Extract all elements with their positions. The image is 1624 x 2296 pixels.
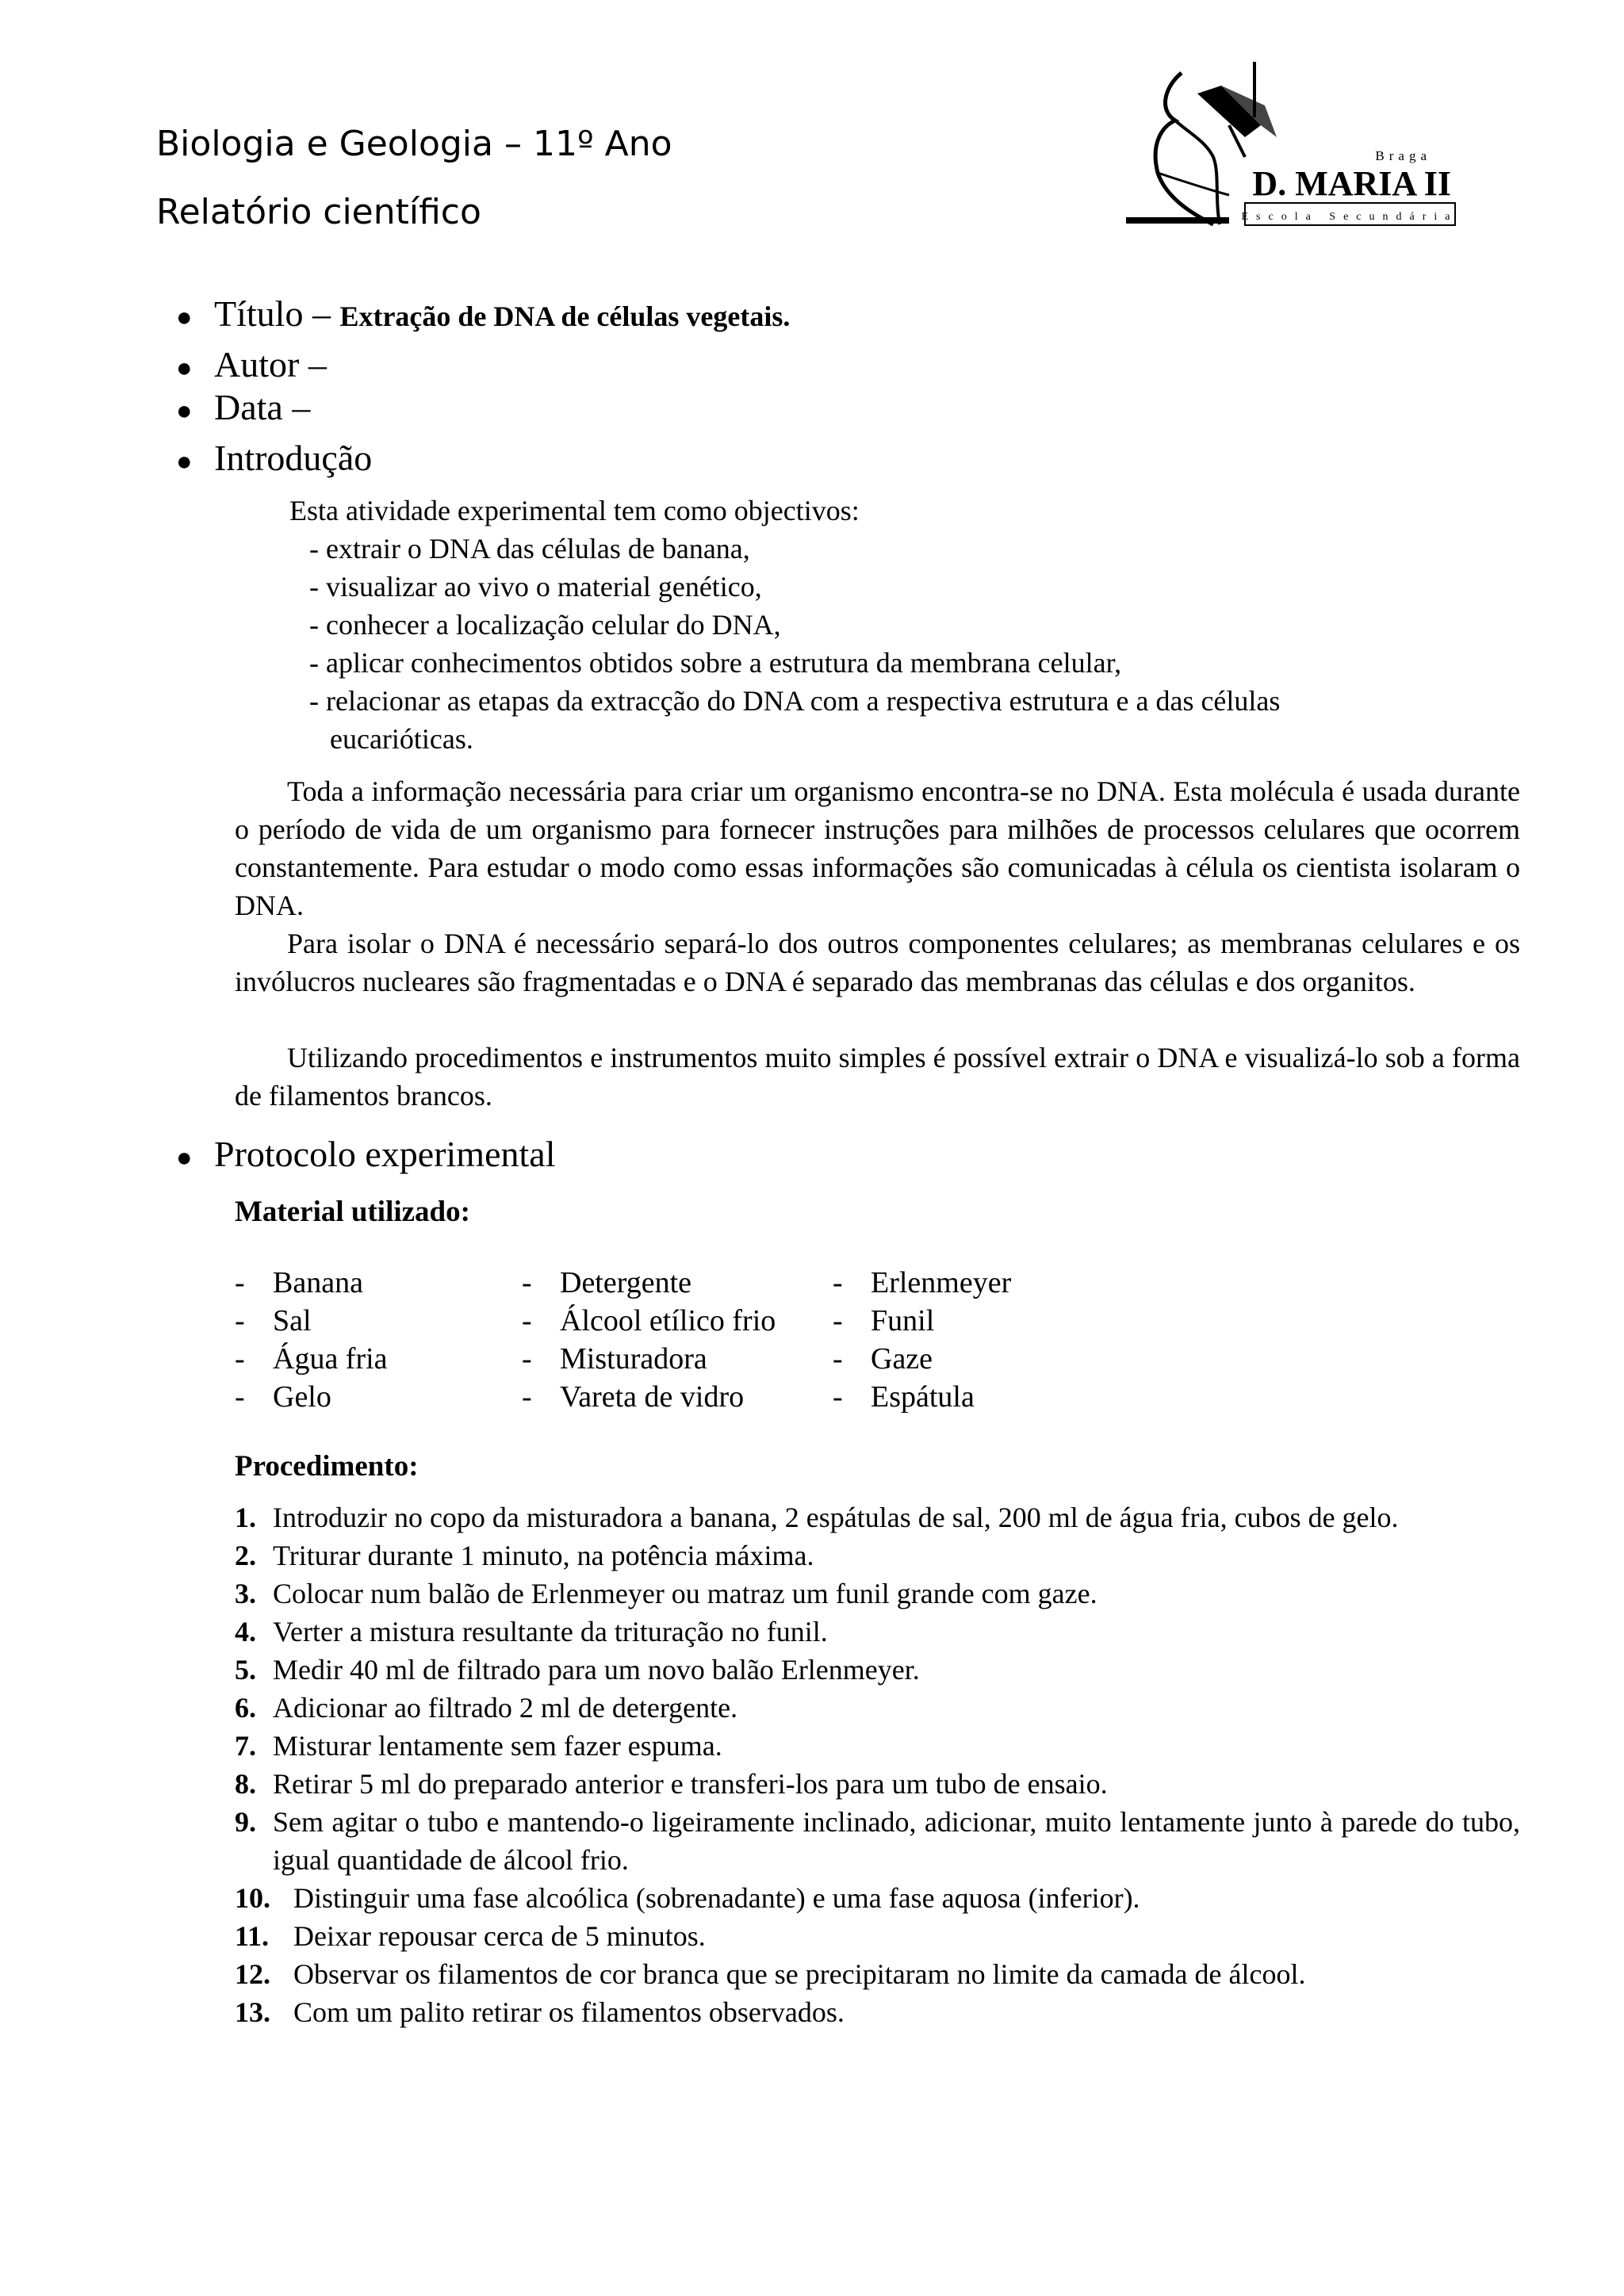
intro-heading: Introdução xyxy=(214,438,373,478)
procedure-steps xyxy=(235,1498,1520,2031)
bullet-dot: ● xyxy=(176,396,193,426)
material-item: - Detergente xyxy=(522,1266,691,1299)
procedure-step: 13. Com um palito retirar os filamentos observados. xyxy=(235,1996,845,2028)
material-item: - Funil xyxy=(833,1304,935,1337)
logo-school-type: Escola Secundária xyxy=(1241,211,1458,223)
material-item: - Gaze xyxy=(833,1342,933,1376)
title-label: Título – xyxy=(214,293,340,334)
procedure-step: 2. Triturar durante 1 minuto, na potência máxima. xyxy=(235,1540,814,1571)
intro-paragraph: Para isolar o DNA é necessário separá-lo dos outros componentes celulares; as membranas celulares e os invólucros nucleares são fragmentadas e o DNA é separado das membranas das células e dos organitos. xyxy=(235,928,1520,997)
material-item: - Espátula xyxy=(833,1380,975,1414)
school-logo xyxy=(1126,62,1467,236)
material-item: - Vareta de vidro xyxy=(522,1380,745,1414)
material-item: - Gelo xyxy=(235,1380,331,1414)
objective-item-continued: eucarióticas. xyxy=(330,723,473,755)
material-column xyxy=(833,1264,1011,1416)
procedure-step: 5. Medir 40 ml de filtrado para um novo balão Erlenmeyer. xyxy=(235,1654,920,1686)
objective-item: - conhecer a localização celular do DNA, xyxy=(309,609,781,641)
logo-school-name: D. MARIA II xyxy=(1252,164,1451,203)
author-label: Autor – xyxy=(214,344,327,385)
procedure-step: 10. Distinguir uma fase alcoólica (sobrenadante) e uma fase aquosa (inferior). xyxy=(235,1882,1140,1914)
procedure-heading: Procedimento: xyxy=(235,1450,419,1483)
procedure-step: 9. Sem agitar o tubo e mantendo-o ligeiramente inclinado, adicionar, muito lentamente junto à parede do tubo, igual quantidade de álcool frio. xyxy=(235,1806,1520,1876)
material-heading: Material utilizado: xyxy=(235,1196,470,1228)
document-subject: Biologia e Geologia – 11º Ano xyxy=(156,124,672,164)
material-item: - Banana xyxy=(235,1266,363,1299)
material-item: - Álcool etílico frio xyxy=(522,1304,776,1337)
objective-item: - visualizar ao vivo o material genético, xyxy=(309,571,762,603)
document-type: Relatório científico xyxy=(156,192,481,232)
logo-city: Braga xyxy=(1375,148,1431,163)
procedure-step: 3. Colocar num balão de Erlenmeyer ou matraz um funil grande com gaze. xyxy=(235,1578,1097,1609)
intro-paragraph: Utilizando procedimentos e instrumentos muito simples é possível extrair o DNA e visualizá-lo sob a forma de filamentos brancos. xyxy=(235,1042,1520,1112)
report-title: Extração de DNA de células vegetais. xyxy=(339,300,791,332)
material-column xyxy=(235,1264,388,1416)
material-item: - Água fria xyxy=(235,1342,388,1376)
intro-item xyxy=(159,436,372,484)
material-item: - Misturadora xyxy=(522,1342,707,1376)
objective-item: - extrair o DNA das células de banana, xyxy=(309,533,750,564)
author-item xyxy=(159,342,327,391)
procedure-step: 12. Observar os filamentos de cor branca que se precipitaram no limite da camada de álcool. xyxy=(235,1958,1306,1990)
objective-item: - relacionar as etapas da extracção do DNA com a respectiva estrutura e a das células xyxy=(309,685,1281,717)
objective-item: - aplicar conhecimentos obtidos sobre a estrutura da membrana celular, xyxy=(309,647,1122,679)
intro-paragraph: Toda a informação necessária para criar um organismo encontra-se no DNA. Esta molécula é usada durante o período de vida de um organismo para fornecer instruções para milhões de processos celulares que ocorrem constantemente. Para estudar o modo como essas informações são comunicadas à célula os cientista isolaram o DNA. xyxy=(235,775,1520,921)
material-item: - Erlenmeyer xyxy=(833,1266,1012,1299)
procedure-step: 8. Retirar 5 ml do preparado anterior e transferi-los para um tubo de ensaio. xyxy=(235,1768,1108,1800)
bullet-dot: ● xyxy=(176,354,193,383)
procedure-step: 1. Introduzir no copo da misturadora a banana, 2 espátulas de sal, 200 ml de água fria, cubos de gelo. xyxy=(235,1502,1399,1533)
protocol-item xyxy=(159,1132,556,1181)
procedure-step: 6. Adicionar ao filtrado 2 ml de detergente. xyxy=(235,1692,738,1724)
material-column xyxy=(522,1264,776,1416)
procedure-step: 7. Misturar lentamente sem fazer espuma. xyxy=(235,1730,722,1762)
objectives-lead: Esta atividade experimental tem como objectivos: xyxy=(289,495,860,526)
title-item xyxy=(159,292,790,340)
bullet-dot: ● xyxy=(176,303,193,332)
bullet-dot: ● xyxy=(176,447,193,476)
material-item: - Sal xyxy=(235,1304,312,1337)
protocol-heading: Protocolo experimental xyxy=(214,1134,556,1174)
date-label: Data – xyxy=(214,387,311,427)
procedure-step: 11. Deixar repousar cerca de 5 minutos. xyxy=(235,1920,706,1952)
bullet-dot: ● xyxy=(176,1143,193,1173)
date-item xyxy=(159,385,310,434)
procedure-step: 4. Verter a mistura resultante da trituração no funil. xyxy=(235,1616,828,1647)
